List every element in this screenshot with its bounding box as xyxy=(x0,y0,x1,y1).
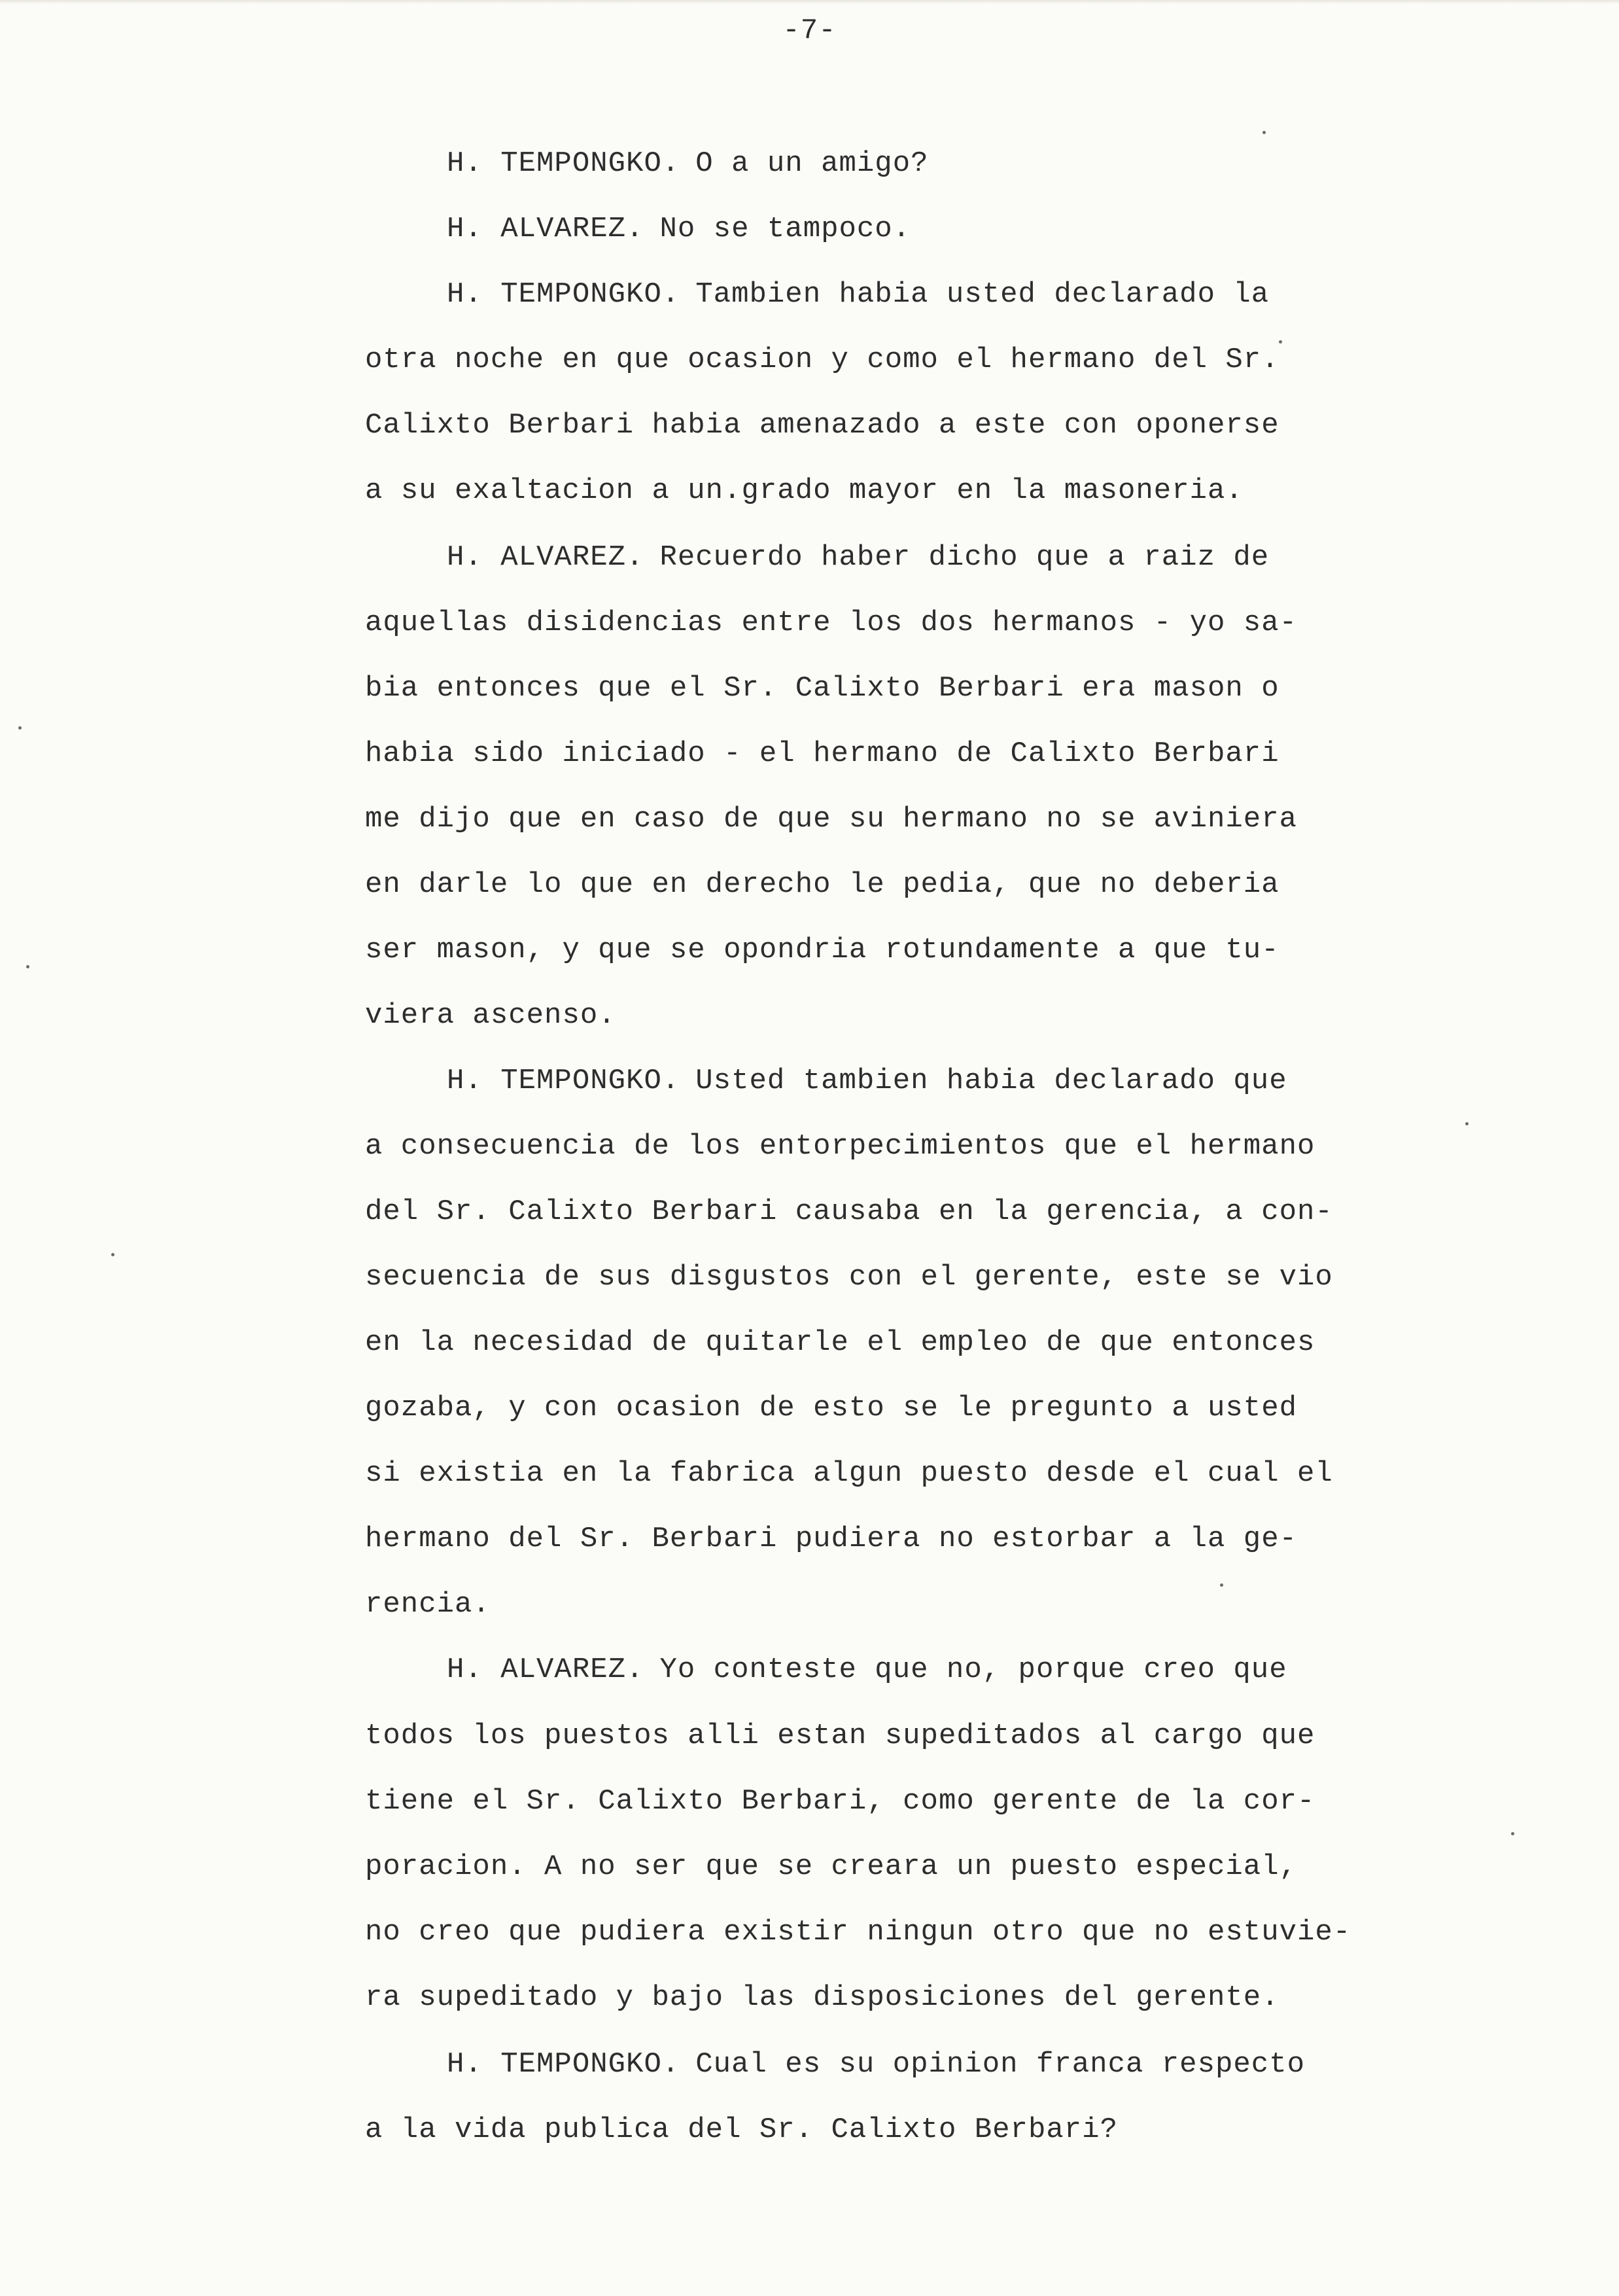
speaker-label: H. TEMPONGKO. xyxy=(447,278,680,311)
paper-speck xyxy=(1279,340,1282,344)
line-27: poracion. A no ser que se creara un puesto especial, xyxy=(365,1850,1298,1883)
line-text: Tambien habia usted declarado la xyxy=(695,278,1270,311)
line-3 xyxy=(447,278,1269,311)
line-11: me dijo que en caso de que su hermano no se aviniera xyxy=(365,803,1298,836)
line-text: Cual es su opinion franca respecto xyxy=(695,2048,1306,2081)
paper-speck xyxy=(1220,1583,1223,1587)
line-24 xyxy=(447,1653,1287,1686)
line-19: en la necesidad de quitarle el empleo de que entonces xyxy=(365,1326,1315,1359)
line-28: no creo que pudiera existir ningun otro que no estuvie- xyxy=(365,1916,1351,1949)
paper-speck xyxy=(111,1253,114,1256)
line-8: aquellas disidencias entre los dos hermanos - yo sa- xyxy=(365,607,1298,639)
line-14: viera ascenso. xyxy=(365,999,616,1032)
line-25: todos los puestos alli estan supeditados al cargo que xyxy=(365,1720,1315,1752)
line-text: O a un amigo? xyxy=(695,147,929,180)
line-4: otra noche en que ocasion y como el hermano del Sr. xyxy=(365,344,1280,376)
line-16: a consecuencia de los entorpecimientos que el hermano xyxy=(365,1130,1315,1163)
line-9: bia entonces que el Sr. Calixto Berbari era mason o xyxy=(365,672,1280,705)
paper-speck xyxy=(26,965,29,968)
speaker-label: H. TEMPONGKO. xyxy=(447,1065,680,1097)
line-18: secuencia de sus disgustos con el gerente, este se vio xyxy=(365,1261,1333,1294)
line-1 xyxy=(447,147,929,180)
line-text: Recuerdo haber dicho que a raiz de xyxy=(659,541,1270,574)
line-15 xyxy=(447,1065,1287,1097)
speaker-label: H. TEMPONGKO. xyxy=(447,2048,680,2081)
line-10: habia sido iniciado - el hermano de Calixto Berbari xyxy=(365,737,1280,770)
speaker-label: H. ALVAREZ. xyxy=(447,541,644,574)
line-21: si existia en la fabrica algun puesto desde el cual el xyxy=(365,1457,1333,1490)
line-22: hermano del Sr. Berbari pudiera no estorbar a la ge- xyxy=(365,1523,1298,1555)
speaker-label: H. ALVAREZ. xyxy=(447,1653,644,1686)
line-7 xyxy=(447,541,1269,574)
page-number: -7- xyxy=(782,14,837,47)
line-17: del Sr. Calixto Berbari causaba en la gerencia, a con- xyxy=(365,1195,1333,1228)
line-20: gozaba, y con ocasion de esto se le pregunto a usted xyxy=(365,1392,1298,1424)
line-2 xyxy=(447,213,911,245)
speaker-label: H. TEMPONGKO. xyxy=(447,147,680,180)
line-31: a la vida publica del Sr. Calixto Berbari? xyxy=(365,2113,1118,2146)
line-26: tiene el Sr. Calixto Berbari, como gerente de la cor- xyxy=(365,1785,1315,1818)
line-5: Calixto Berbari habia amenazado a este con oponerse xyxy=(365,409,1280,442)
line-13: ser mason, y que se opondria rotundamente a que tu- xyxy=(365,934,1280,966)
paper-speck xyxy=(1262,131,1266,134)
line-29: ra supeditado y bajo las disposiciones del gerente. xyxy=(365,1981,1280,2014)
line-12: en darle lo que en derecho le pedia, que no deberia xyxy=(365,868,1280,901)
paper-edge xyxy=(0,0,1619,4)
paper-speck xyxy=(18,726,22,730)
line-30 xyxy=(447,2048,1305,2081)
line-text: No se tampoco. xyxy=(659,213,911,245)
paper-speck xyxy=(1511,1832,1514,1835)
line-23: rencia. xyxy=(365,1588,491,1621)
line-6: a su exaltacion a un.grado mayor en la masoneria. xyxy=(365,474,1244,507)
line-text: Yo conteste que no, porque creo que xyxy=(659,1653,1287,1686)
paper-speck xyxy=(1465,1122,1469,1125)
line-text: Usted tambien habia declarado que xyxy=(695,1065,1287,1097)
speaker-label: H. ALVAREZ. xyxy=(447,213,644,245)
